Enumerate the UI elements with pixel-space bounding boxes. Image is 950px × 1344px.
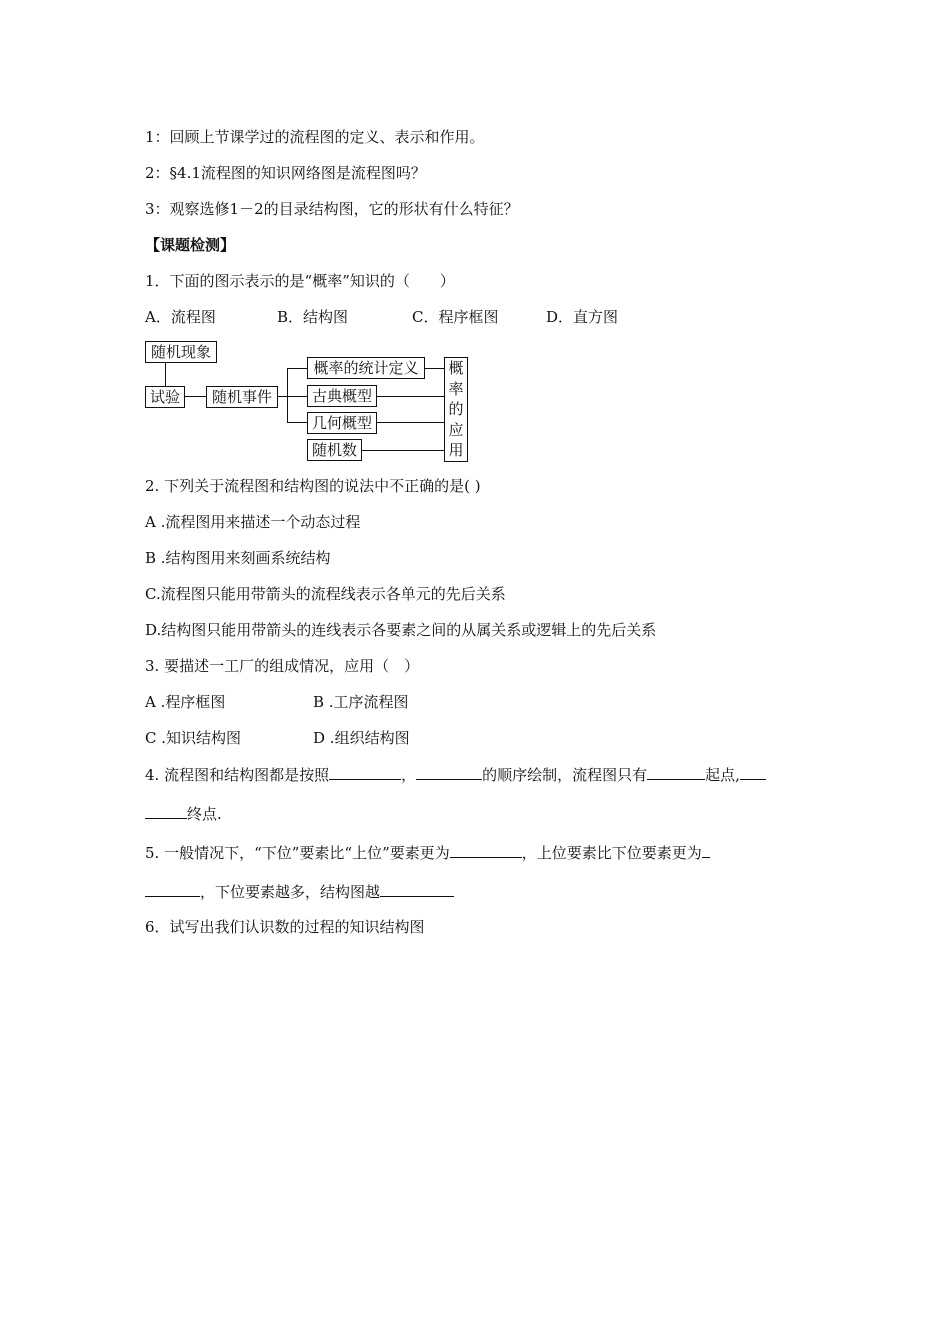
app-char-3: 的 bbox=[448, 400, 464, 418]
box-classical-model: 古典概型 bbox=[307, 385, 377, 407]
q4-blank-4a[interactable] bbox=[740, 764, 766, 780]
q4-blank-4b[interactable] bbox=[145, 803, 187, 819]
q5-blank-2a[interactable] bbox=[702, 842, 710, 858]
q4-text-4: 起点, bbox=[705, 766, 740, 784]
box-probability-application bbox=[444, 357, 468, 462]
q6-stem: 6．试写出我们认识数的过程的知识结构图 bbox=[145, 918, 425, 936]
q4-line-1 bbox=[145, 764, 766, 785]
q1-option-b: B．结构图 bbox=[277, 308, 349, 326]
review-question-3: 3：观察选修1－2的目录结构图，它的形状有什么特征？ bbox=[145, 200, 519, 218]
app-char-2: 率 bbox=[448, 379, 464, 398]
connector-app-2 bbox=[376, 396, 444, 397]
box-random-number: 随机数 bbox=[307, 439, 362, 461]
review-question-2: 2：§4.1流程图的知识网络图是流程图吗？ bbox=[145, 164, 426, 182]
connector-trunk bbox=[287, 368, 288, 422]
q1-option-d: D．直方图 bbox=[546, 308, 619, 326]
q2-option-c: C.流程图只能用带箭头的流程线表示各单元的先后关系 bbox=[145, 585, 506, 603]
q4-text-5: 终点. bbox=[187, 805, 222, 823]
q3-option-b: B .工序流程图 bbox=[313, 693, 409, 711]
q5-text-1: 5. 一般情况下，“下位”要素比“上位”要素更为 bbox=[145, 844, 450, 862]
q3-option-c: C .知识结构图 bbox=[145, 729, 242, 747]
q3-option-a: A .程序框图 bbox=[145, 693, 226, 711]
q1-option-c: C．程序框图 bbox=[412, 308, 499, 326]
q5-blank-3[interactable] bbox=[380, 881, 454, 897]
review-question-1: 1：回顾上节课学过的流程图的定义、表示和作用。 bbox=[145, 128, 485, 146]
q4-line-2 bbox=[145, 803, 222, 824]
q5-blank-1[interactable] bbox=[450, 842, 522, 858]
connector-branch-1 bbox=[287, 368, 307, 369]
q5-blank-2b[interactable] bbox=[145, 881, 200, 897]
app-char-1: 概 bbox=[448, 359, 464, 377]
q2-option-d: D.结构图只能用带箭头的连线表示各要素之间的从属关系或逻辑上的先后关系 bbox=[145, 621, 657, 639]
box-experiment: 试验 bbox=[145, 386, 185, 408]
app-char-5: 用 bbox=[448, 441, 464, 459]
q1-option-a: A．流程图 bbox=[145, 308, 216, 326]
q5-text-2: ，上位要素比下位要素更为 bbox=[521, 844, 702, 862]
q4-blank-2[interactable] bbox=[416, 764, 482, 780]
q4-blank-3[interactable] bbox=[647, 764, 705, 780]
q4-text-2: ， bbox=[401, 766, 417, 784]
app-char-4: 应 bbox=[448, 420, 464, 439]
connector-app-4 bbox=[361, 450, 444, 451]
q2-stem: 2. 下列关于流程图和结构图的说法中不正确的是( ) bbox=[145, 477, 481, 495]
box-statistical-definition: 概率的统计定义 bbox=[307, 357, 425, 379]
q3-stem: 3. 要描述一工厂的组成情况，应用（ ） bbox=[145, 657, 420, 675]
connector-event-trunk bbox=[277, 396, 287, 397]
q5-text-3: ，下位要素越多，结构图越 bbox=[200, 883, 381, 901]
connector-app-1 bbox=[424, 368, 444, 369]
box-random-phenomenon: 随机现象 bbox=[145, 341, 217, 363]
connector-app-3 bbox=[376, 422, 444, 423]
q5-line-2 bbox=[145, 881, 454, 902]
connector-branch-3 bbox=[287, 422, 307, 423]
connector-branch-2 bbox=[287, 396, 307, 397]
q3-option-d: D .组织结构图 bbox=[313, 729, 410, 747]
q2-option-b: B .结构图用来刻画系统结构 bbox=[145, 549, 331, 567]
section-title: 【课题检测】 bbox=[145, 236, 236, 254]
q4-text-1: 4. 流程图和结构图都是按照 bbox=[145, 766, 330, 784]
q2-option-a: A .流程图用来描述一个动态过程 bbox=[145, 513, 361, 531]
box-geometric-model: 几何概型 bbox=[307, 412, 377, 434]
connector-phenomenon-experiment bbox=[165, 362, 166, 386]
q4-blank-1[interactable] bbox=[329, 764, 401, 780]
box-random-event: 随机事件 bbox=[206, 386, 278, 408]
q4-text-3: 的顺序绘制，流程图只有 bbox=[482, 766, 648, 784]
q5-line-1 bbox=[145, 842, 710, 863]
q1-stem: 1．下面的图示表示的是“概率”知识的（ ） bbox=[145, 272, 455, 290]
connector-experiment-event bbox=[184, 396, 206, 397]
